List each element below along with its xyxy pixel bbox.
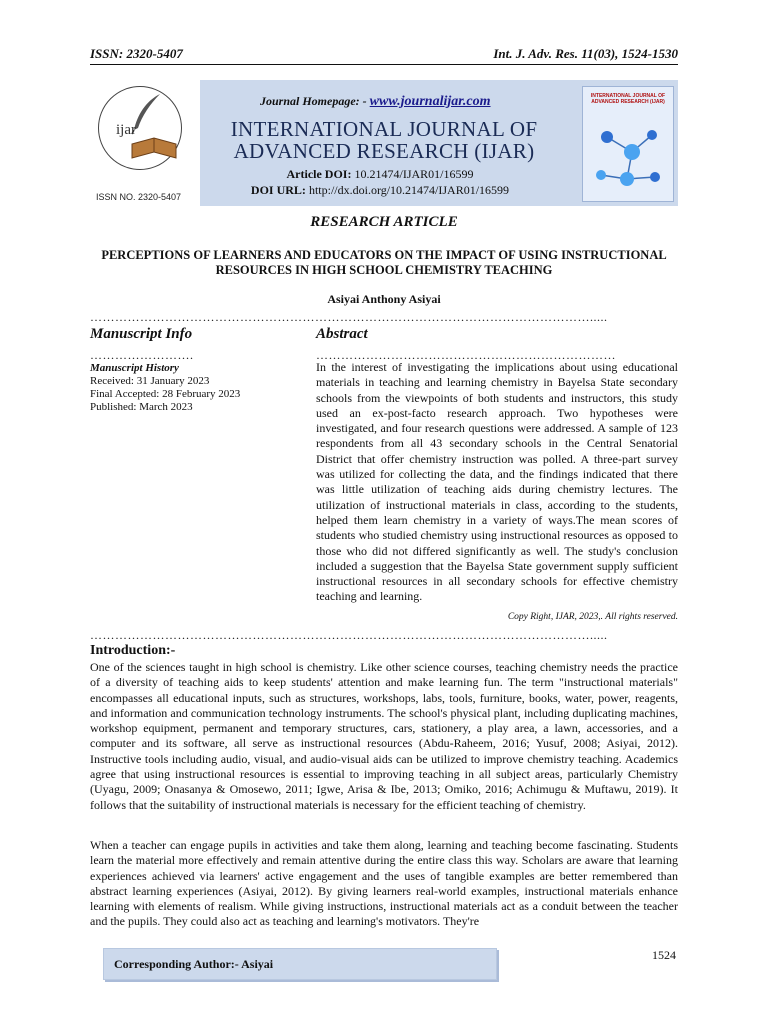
received-date: Received: 31 January 2023 xyxy=(90,375,210,387)
divider-dots: …………………………………………………………………………………………………………..... xyxy=(90,628,608,642)
manuscript-info-heading: Manuscript Info xyxy=(90,326,193,342)
journal-cover-image xyxy=(582,86,674,202)
article-doi: 10.21474/IJAR01/16599 xyxy=(354,167,474,181)
introduction-paragraph-2: When a teacher can engage pupils in activities and take them along, learning and teaching become fascinating. Students learn the material more effectively and remain attentive during the entire class this way. Scholars are aware that learning experiences achieved via learners' active engagement and the uses of tangible examples are better remembered than abstract learning experiences (Asiyai, 2012). By giving learners real-world examples, instructional materials enhance learning with elements of realism. While giving instructions, instructional materials act as a conduit between the teacher and the pupils. They could also act as teaching and learning's motivators. They're xyxy=(90,838,678,929)
divider-dots: ……………………. xyxy=(90,348,194,362)
manuscript-history xyxy=(90,362,240,414)
corresponding-author: Corresponding Author:- Asiyai xyxy=(114,957,274,971)
accepted-date: Final Accepted: 28 February 2023 xyxy=(90,388,241,400)
citation-text: Int. J. Adv. Res. 11(03), 1524-1530 xyxy=(493,46,678,61)
divider-dots: …………………………………………………………………………………………………………..... xyxy=(90,310,608,324)
doi-block xyxy=(200,166,560,198)
introduction-paragraph-1: One of the sciences taught in high school is chemistry. Like other science courses, teaching chemistry needs the practice of a diversity of teaching aids to keep students' attention and make learning fun. The term "instructional materials" encompasses all educational inputs, such as structures, workshops, labs, tools, furniture, books, water, power, reagents, and information and communication technology instruments. The school's physical plant, including duplicating machines, workshop equipment, permanent and temporary structures, cars, stationery, a play area, a lawn, accessories, and a computer and its software, all serve as instructional resources (Abdu-Raheem, 2016; Yusuf, 2008; Asiyai, 2012). Instructive tools including audio, visual, and audio-visual aids can be utilized to improve chemistry teaching. Academics agree that using instructional resources is essential to improving teaching in all subject areas, particularly Chemistry (Uyagu, 2009; Onasanya & Omosewo, 2011; Igwe, Arisa & Ibe, 2013; Omiko, 2016; Achimugu & Muftawu, 2019). It follows that the suitability of instructional materials is necessary for the efficient teaching of chemistry. xyxy=(90,660,678,812)
author-name: Asiyai Anthony Asiyai xyxy=(327,292,441,306)
journal-title-line2: ADVANCED RESEARCH (IJAR) xyxy=(233,139,535,163)
introduction-heading: Introduction:- xyxy=(90,643,176,658)
homepage-label: Journal Homepage: - xyxy=(260,94,367,108)
article-type: RESEARCH ARTICLE xyxy=(310,214,458,230)
molecule-icon xyxy=(587,117,669,197)
journal-title xyxy=(200,118,568,162)
abstract-heading: Abstract xyxy=(316,326,368,342)
homepage-link[interactable]: www.journalijar.com xyxy=(369,94,491,109)
paper-title: PERCEPTIONS OF LEARNERS AND EDUCATORS ON THE IMPACT OF USING INSTRUCTIONAL RESOURCES IN HIGH SCHOOL CHEMISTRY TEACHING xyxy=(101,248,667,277)
journal-homepage xyxy=(260,94,491,110)
journal-title-line1: INTERNATIONAL JOURNAL OF xyxy=(230,117,538,141)
running-head xyxy=(90,46,678,65)
article-doi-label: Article DOI: xyxy=(286,167,352,181)
book-icon xyxy=(130,134,178,164)
doi-url[interactable]: http://dx.doi.org/10.21474/IJAR01/16599 xyxy=(308,183,510,197)
page-number: 1524 xyxy=(652,948,676,962)
copyright-notice: Copy Right, IJAR, 2023,. All rights reserved. xyxy=(507,612,678,622)
history-label: Manuscript History xyxy=(90,362,179,374)
abstract-text: In the interest of investigating the implications about using educational materials in teaching and learning chemistry in Bayelsa State secondary schools from the viewpoints of both students and instructors, this study used an ex-post-facto research approach. Two hypotheses were investigated, and four research questions were addressed. A sample of 123 respondents from all 43 secondary schools in the Central Senatorial District that offer chemistry instruction was polled. A three-part survey was utilized for collecting the data, and the findings indicated that there was little utilization of teaching aids during chemistry lectures. The utilization of instructional materials in class, according to the students, helped them learn chemistry in a variety of ways.The mean scores of students who studied chemistry using instructional resources as opposed to those who did not differed significantly as well. The study's conclusion included a suggestion that the Bayelsa State government supply sufficient instructional resources in all secondary schools for effective chemistry teaching and learning. xyxy=(316,360,678,604)
published-date: Published: March 2023 xyxy=(90,401,193,413)
issn-text: ISSN: 2320-5407 xyxy=(90,46,183,61)
corresponding-author-box xyxy=(103,948,497,980)
logo-issn: ISSN NO. 2320-5407 xyxy=(96,192,182,202)
divider-dots: ……………………………………………………………… xyxy=(316,348,616,362)
journal-logo xyxy=(90,80,200,206)
logo-text: ijar xyxy=(116,122,136,138)
cover-title: INTERNATIONAL JOURNAL OF ADVANCED RESEARCH (IJAR) xyxy=(590,93,666,105)
journal-banner xyxy=(90,80,678,206)
doi-url-label: DOI URL: xyxy=(250,183,306,197)
